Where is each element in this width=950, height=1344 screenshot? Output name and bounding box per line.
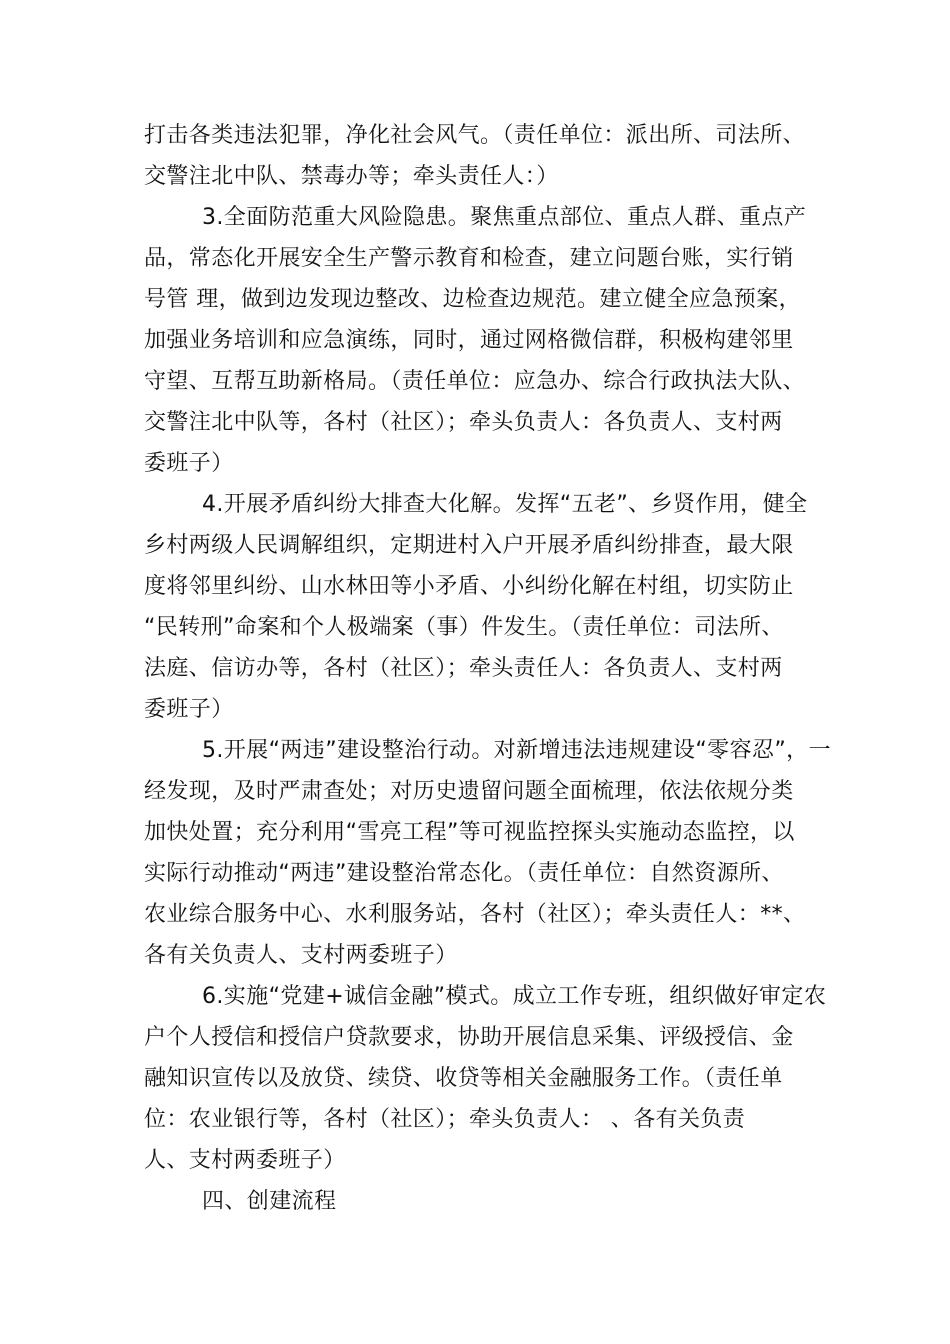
text-line: 守望、互帮互助新格局。（责任单位：应急办、综合行政执法大队、 [144,369,806,394]
text-line: 乡村两级人民调解组织，定期进村入户开展矛盾纠纷排查，最大限 [144,533,794,558]
text-line: 法庭、信访办等，各村（社区）；牵头责任人：各负责人、支村两 [144,656,783,681]
text-line: 交警注北中队等，各村（社区）；牵头负责人：各负责人、支村两 [144,410,783,435]
text-line: 品，常态化开展安全生产警示教育和检查，建立问题台账，实行销 [144,246,794,271]
paragraph-start-line: 4.开展矛盾纠纷大排查大化解。发挥“五老”、乡贤作用，健全 [202,492,808,517]
text-line: 农业综合服务中心、水利服务站，各村（社区）；牵头责任人：**、 [144,902,806,927]
paragraph-start-line: 3.全面防范重大风险隐患。聚焦重点部位、重点人群、重点产 [202,205,807,230]
text-line: 户个人授信和授信户贷款要求，协助开展信息采集、评级授信、金 [144,1025,794,1050]
paragraph-start-line: 5.开展“两违”建设整治行动。对新增违法违规建设“零容忍”，一 [202,738,831,763]
paragraph-start-line: 6.实施“党建+诚信金融”模式。成立工作专班，组织做好审定农 [202,984,827,1009]
text-line: 打击各类违法犯罪，净化社会风气。（责任单位：派出所、司法所、 [144,123,806,148]
text-line: 各有关负责人、支村两委班子） [144,943,458,968]
section-heading: 四、创建流程 [202,1189,337,1214]
text-line: 交警注北中队、禁毒办等；牵头责任人：） [144,164,559,189]
text-line: 度将邻里纠纷、山水林田等小矛盾、小纠纷化解在村组，切实防止 [144,574,794,599]
text-line: 实际行动推动“两违”建设整治常态化。（责任单位：自然资源所、 [144,861,784,886]
text-line: 委班子） [144,451,234,476]
text-line: “民转刑”命案和个人极端案（事）件发生。（责任单位：司法所、 [144,615,784,640]
text-line: 经发现，及时严肃查处；对历史遗留问题全面梳理，依法依规分类 [144,779,794,804]
text-line: 加强业务培训和应急演练，同时，通过网格微信群，积极构建邻里 [144,328,794,353]
text-line: 融知识宣传以及放贷、续贷、收贷等相关金融服务工作。（责任单 [144,1066,783,1091]
text-line: 加快处置；充分利用“雪亮工程”等可视监控探头实施动态监控，以 [144,820,795,845]
text-line: 号管 理，做到边发现边整改、边检查边规范。建立健全应急预案， [144,287,801,312]
text-line: 位：农业银行等，各村（社区）；牵头负责人： 、各有关负责 [144,1107,746,1132]
text-line: 委班子） [144,697,234,722]
text-line: 人、支村两委班子） [144,1148,346,1173]
